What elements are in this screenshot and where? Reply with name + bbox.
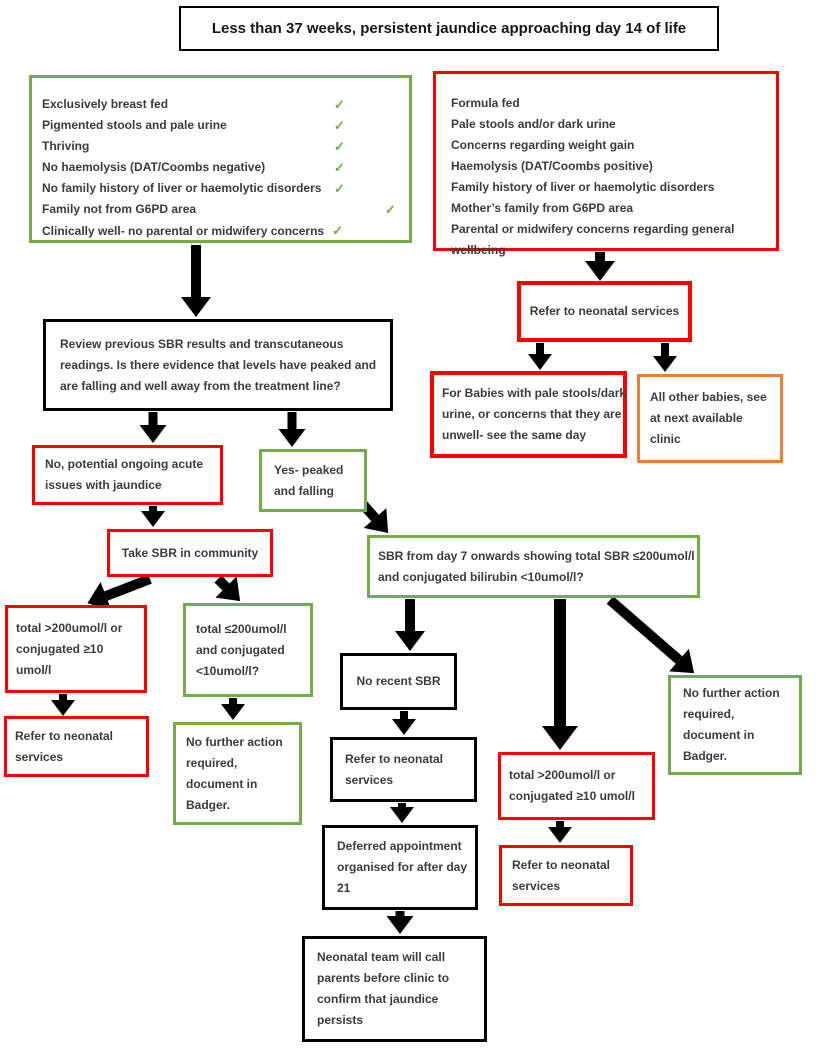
arrow-take-sbr-to-total-low bbox=[218, 579, 226, 587]
box-total-low: total ≤200umol/l and conjugated <10umol/l? bbox=[183, 603, 313, 697]
check-icon: ✓ bbox=[334, 118, 345, 133]
list-item: Pigmented stools and pale urine ✓ bbox=[42, 115, 401, 136]
arrow-sbr-day7-to-no-action-right bbox=[610, 600, 679, 660]
check-icon: ✓ bbox=[334, 139, 345, 154]
box-refer-right: Refer to neonatal services bbox=[499, 845, 633, 906]
box-other-babies: All other babies, see at next available clinic bbox=[637, 374, 783, 463]
criteria-list bbox=[32, 78, 409, 241]
list-item: Clinically well- no parental or midwifery concerns ✓ bbox=[42, 223, 343, 238]
box-review-sbr: Review previous SBR results and transcutaneous readings. Is there evidence that levels have peaked and are falling and well away from the treatment line? bbox=[43, 319, 393, 411]
risk-list bbox=[436, 74, 776, 261]
list-item: Thriving ✓ bbox=[42, 136, 401, 157]
box-no-action-right: No further action required, document in Badger. bbox=[668, 675, 802, 775]
box-total-high-left: total >200umol/l or conjugated ≥10 umol/l bbox=[5, 605, 147, 693]
check-icon: ✓ bbox=[334, 181, 345, 196]
list-item: Pale stools and/or dark urine bbox=[451, 117, 616, 131]
arrow-take-sbr-to-total-high-left bbox=[106, 579, 150, 596]
list-item: Concerns regarding weight gain bbox=[451, 138, 635, 152]
box-neonatal-call: Neonatal team will call parents before clinic to confirm that jaundice persists bbox=[302, 936, 487, 1042]
box-total-high-right: total >200umol/l or conjugated ≥10 umol/l bbox=[498, 752, 655, 820]
check-icon: ✓ bbox=[334, 97, 345, 112]
list-item: Formula fed bbox=[451, 96, 520, 110]
box-no-acute-issues: No, potential ongoing acute issues with jaundice bbox=[32, 445, 223, 505]
box-no-recent-sbr: No recent SBR bbox=[340, 653, 457, 710]
list-item: No family history of liver or haemolytic disorders ✓ bbox=[42, 178, 401, 199]
box-risk-factors bbox=[433, 71, 779, 257]
list-item: Mother’s family from G6PD area bbox=[451, 201, 634, 215]
list-item: Family not from G6PD area ✓ bbox=[42, 199, 401, 220]
list-item: Parental or midwifery concerns regarding general wellbeing bbox=[451, 222, 735, 257]
check-icon: ✓ bbox=[385, 202, 396, 217]
box-sbr-day7: SBR from day 7 onwards showing total SBR ≤200umol/l and conjugated bilirubin <10umol/l? bbox=[367, 535, 700, 598]
check-icon: ✓ bbox=[332, 223, 343, 238]
list-item: Exclusively breast fed ✓ bbox=[42, 94, 401, 115]
box-deferred-appointment: Deferred appointment organised for after day 21 bbox=[322, 825, 478, 910]
box-take-sbr: Take SBR in community bbox=[107, 529, 273, 577]
list-item: Haemolysis (DAT/Coombs positive) bbox=[451, 159, 653, 173]
box-same-day: For Babies with pale stools/dark urine, or concerns that they are unwell- see the same day bbox=[430, 371, 627, 458]
box-refer-neonatal-top: Refer to neonatal services bbox=[517, 281, 692, 342]
title-box bbox=[179, 6, 719, 51]
box-refer-left: Refer to neonatal services bbox=[4, 716, 149, 777]
check-icon: ✓ bbox=[334, 160, 345, 175]
box-refer-mid: Refer to neonatal services bbox=[330, 737, 477, 802]
box-no-action-left: No further action required, document in Badger. bbox=[173, 722, 302, 825]
box-yes-peaked: Yes- peaked and falling bbox=[259, 449, 367, 512]
page-title: Less than 37 weeks, persistent jaundice approaching day 14 of life bbox=[211, 19, 687, 37]
box-low-risk-criteria bbox=[29, 75, 412, 243]
list-item: Family history of liver or haemolytic disorders bbox=[451, 180, 715, 194]
list-item: No haemolysis (DAT/Coombs negative) ✓ bbox=[42, 157, 401, 178]
